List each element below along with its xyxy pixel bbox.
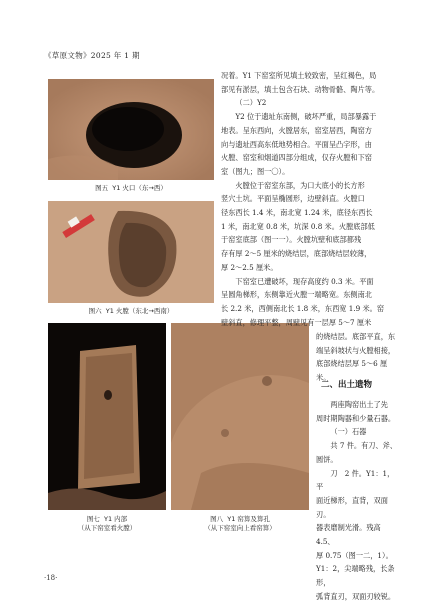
text-line: 火膛、窑室和烟道四部分组成，仅存火膛和下窑 [221, 153, 372, 163]
text-line: 下窑室已遭破坏，现存高度约 0.3 米。平面 [235, 276, 374, 286]
text-line: 于窑室底部（图一一）。火膛坑壁和底部都残 [221, 235, 362, 245]
section-body [316, 398, 400, 604]
text-line: 存有厚 2～5 厘米的烧结层，底部烧结层较薄， [221, 249, 372, 259]
body-text-narrow [316, 330, 396, 385]
figure-8-photo [171, 323, 309, 510]
journal-header: 《草原文物》2025 年 1 期 [44, 51, 140, 60]
text-line: 室（图九；图一〇）。 [221, 166, 290, 176]
figure-7-subtitle: （从下窑室看火膛） [77, 524, 137, 532]
figure-7-title: Y1 内部 [103, 515, 128, 523]
text-line: 刀 2 件。Y1：1，平 [316, 468, 395, 492]
text-line: 长 2.2 米，西侧南北长 1.8 米，东西宽 1.9 米。窑 [221, 303, 385, 313]
figure-7-photo [48, 323, 166, 510]
text-line: Y1：2，尖端略残，长条形， [316, 564, 395, 588]
text-line: 的烧结层。底部平直，东 [316, 332, 396, 341]
text-line: 地表。呈东西向，火膛居东，窑室居西，陶窑方 [221, 125, 372, 135]
text-line: 火膛位于窑室东部，为口大底小的长方形 [235, 180, 365, 190]
page-number: ·18· [44, 574, 58, 582]
text-line: 竖穴土坑。平面呈椭圆形，边壁斜直。火膛口 [221, 194, 365, 204]
body-text-upper [221, 69, 389, 329]
text-line: 共 7 件。有刀、斧、 [330, 441, 398, 451]
figure-5-caption [48, 184, 214, 193]
figure-5-title: Y1 火口（东→西） [112, 184, 167, 192]
figure-7-label: 图七 [86, 515, 100, 523]
text-line: 周时期陶器和少量石器。 [316, 413, 396, 423]
text-line: 器表磨制光滑。残高 4.5、 [316, 523, 381, 547]
figure-6-label: 图六 [88, 307, 102, 315]
text-line: 况着。Y1 下窑室所见填土较致密，呈红褐色，局 [221, 71, 377, 80]
text-line: 1 米，南北宽 0.8 米，坑深 0.8 米。火膛底部低 [221, 221, 375, 231]
figure-8-title: Y1 窑箅及箅孔 [227, 515, 270, 523]
text-line: 端呈斜坡状与火膛相接， [316, 345, 396, 355]
text-line: 面近梯形，直背，双面刃。 [316, 495, 388, 519]
text-line: 呈圆角梯形，东侧靠近火膛一端略宽。东侧南北 [221, 290, 372, 300]
text-line: 厚 0.75（图一二，1）。 [316, 550, 393, 560]
figure-6-photo [48, 201, 214, 303]
text-line: 径东西长 1.4 米，南北宽 1.24 米，底径东西长 [221, 208, 373, 218]
text-line: 厚 2～2.5 厘米。 [221, 262, 278, 272]
section-heading: 二、出土遗物 [321, 380, 373, 390]
text-line: 圆饼。 [316, 454, 338, 464]
figure-8-caption [171, 515, 309, 533]
text-line: 部见有淤层，填土包含石块、动物骨骼、陶片等。 [221, 84, 380, 94]
text-line: 底部烧结层厚 5～6 厘米。 [316, 359, 388, 383]
subheading-y2: （二）Y2 [235, 98, 267, 108]
figure-5-photo [48, 79, 214, 180]
figure-6-caption [48, 307, 214, 316]
text-line: 两座陶窑出土了先 [330, 400, 388, 409]
text-line: 壁斜直，修理平整，周壁见有一层厚 5～7 厘米 [221, 317, 372, 327]
figure-8-subtitle: （从下窑室向上看窑箅） [204, 524, 276, 532]
figure-7-caption [48, 515, 166, 533]
figure-6-title: Y1 火膛（东北→西南） [105, 307, 174, 315]
text-line: Y2 位于遗址东南侧，破坏严重，局部暴露于 [235, 112, 377, 122]
text-line: 弧背直刃，双面刃较锐。 [316, 591, 396, 601]
figure-5-label: 图五 [95, 184, 109, 192]
figure-8-label: 图八 [210, 515, 224, 523]
subheading-stone: （一）石器 [330, 427, 367, 437]
text-line: 向与遗址西高东低地势相合。平面呈凸字形，由 [221, 139, 372, 149]
